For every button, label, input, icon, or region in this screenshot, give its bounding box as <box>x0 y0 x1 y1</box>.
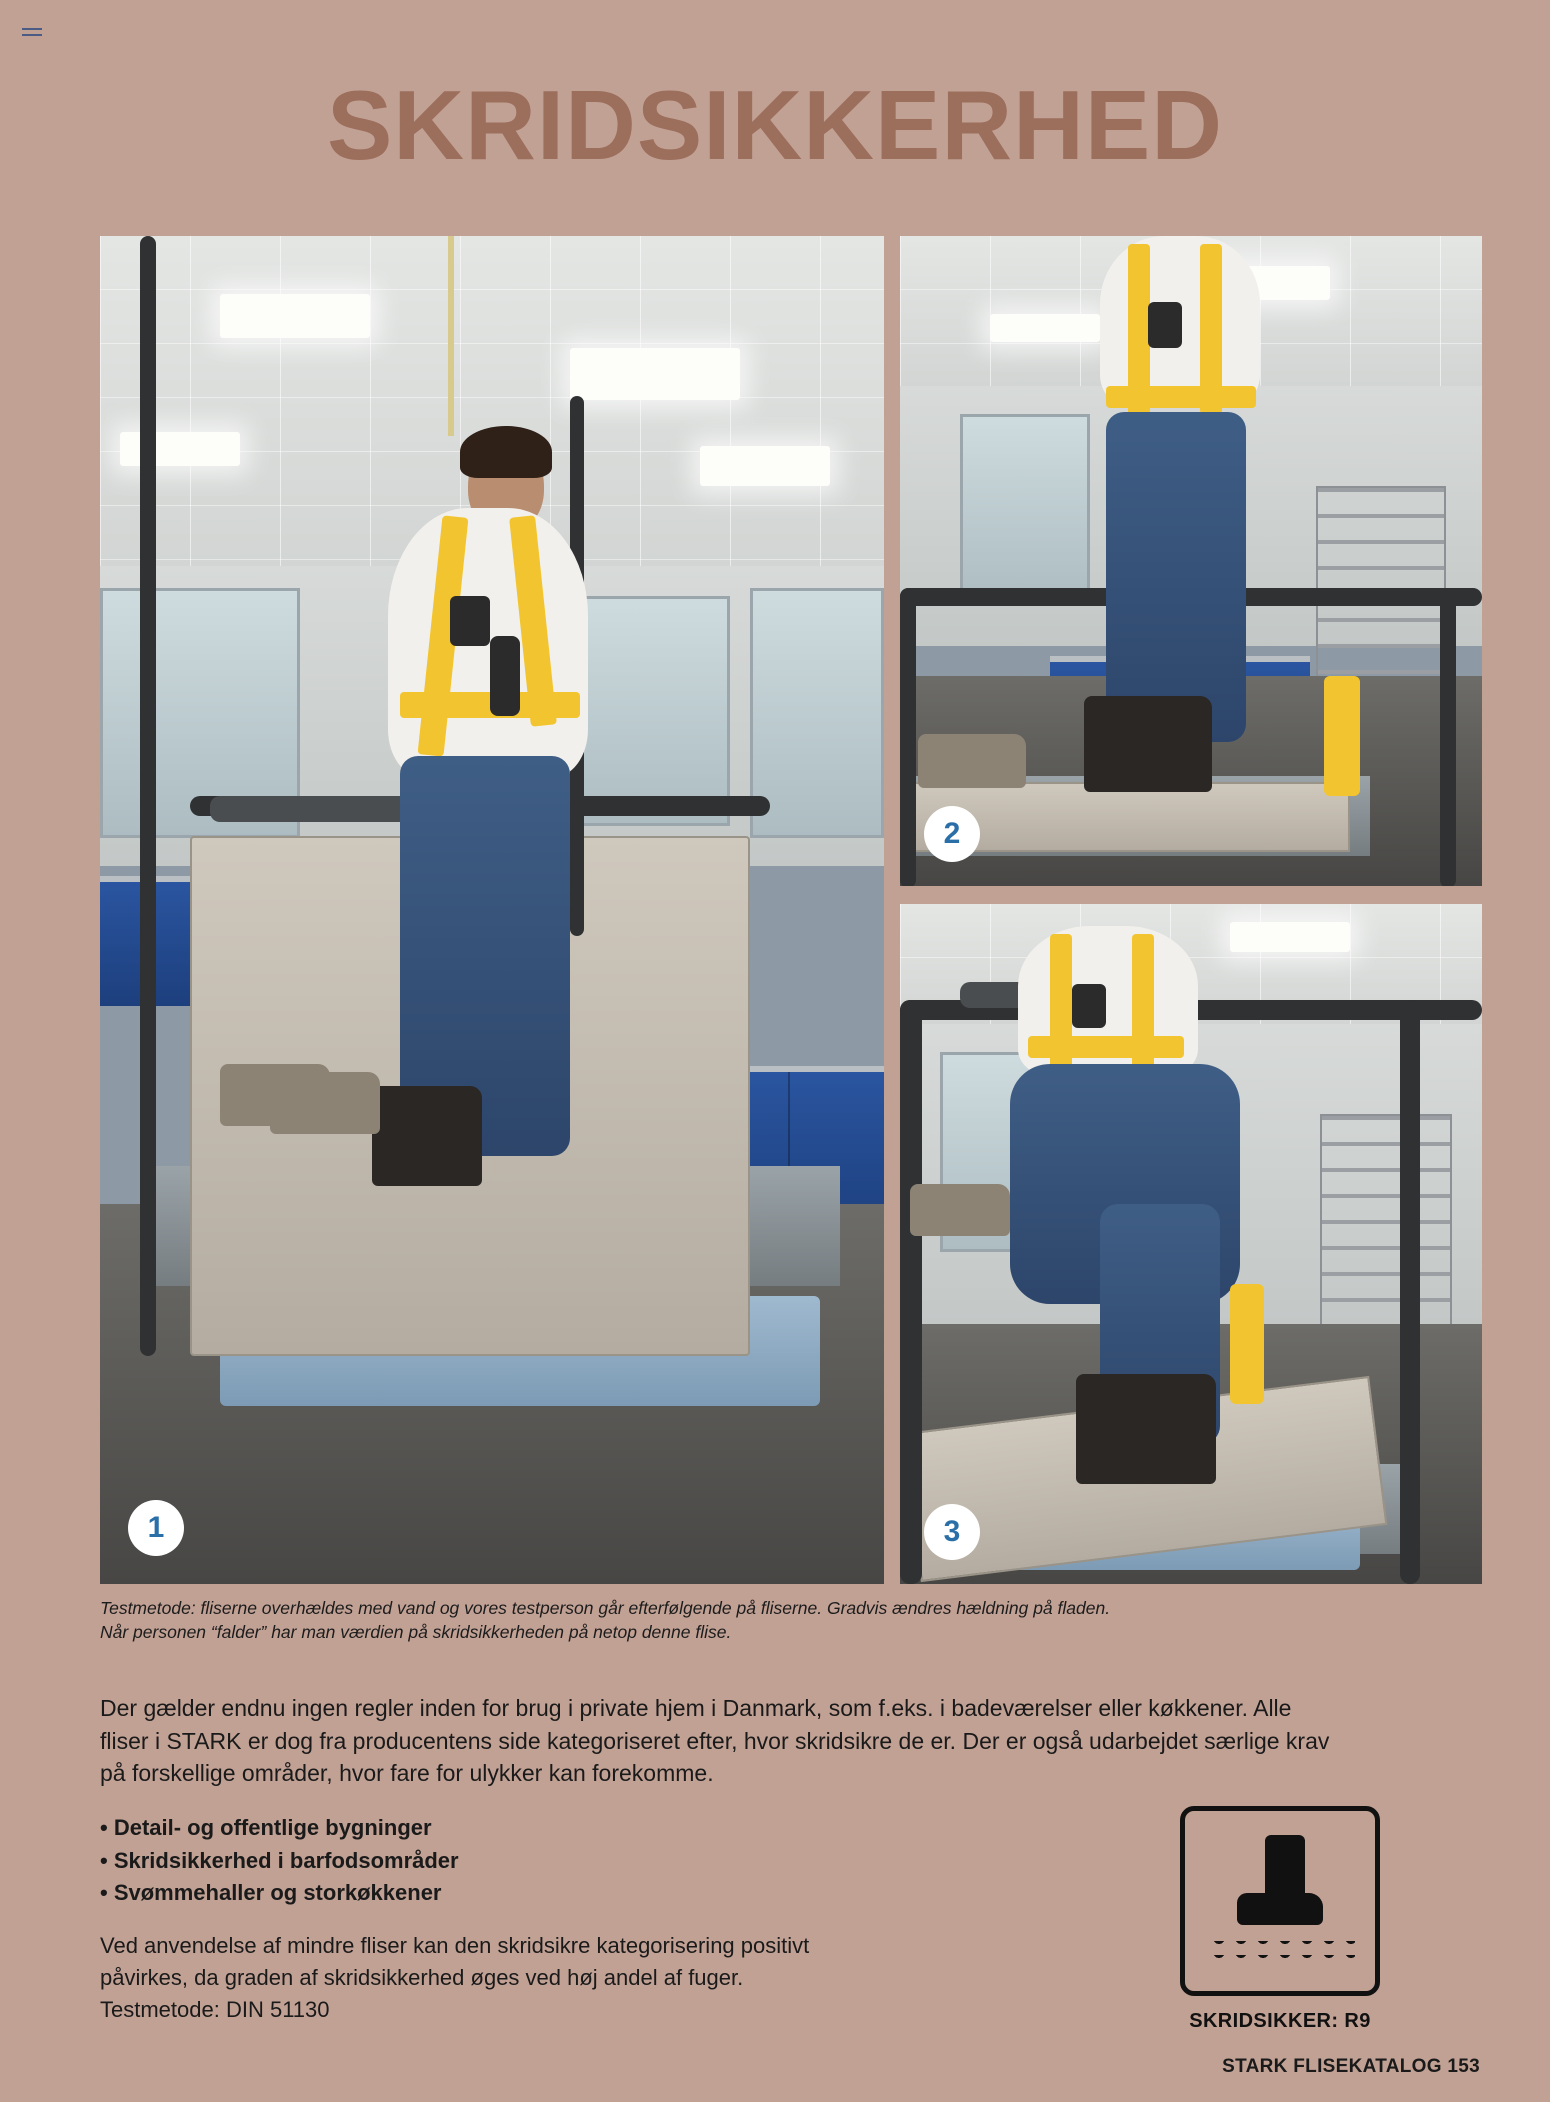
photo-grid <box>100 236 1482 1584</box>
list-item: • Svømmehaller og storkøkkener <box>100 1880 442 1906</box>
water-waves-icon <box>1209 1941 1355 1971</box>
closing-line-3: Testmetode: DIN 51130 <box>100 1996 330 2022</box>
method-caption <box>100 1596 1300 1644</box>
boot-on-water-icon <box>1237 1835 1323 1939</box>
requirements-list <box>100 1812 1000 1910</box>
closing-paragraph <box>100 1930 1100 2026</box>
photo-close-up-boots-on-inclined-tile-surface <box>900 236 1482 886</box>
photo-test-person-slipping-at-steep-angle <box>900 904 1482 1584</box>
photo-step-badge-1: 1 <box>128 1500 184 1556</box>
list-item: • Skridsikkerhed i barfodsområder <box>100 1847 459 1873</box>
page-footer: STARK FLISEKATALOG 153 <box>1222 2056 1480 2077</box>
list-item: • Detail- og offentlige bygninger <box>100 1815 432 1840</box>
slip-rating-badge <box>1180 1806 1380 1996</box>
page-title: SKRIDSIKKERHED <box>326 70 1224 180</box>
caption-line-2: Når personen “falder” har man værdien på skridsikkerheden på netop denne flise. <box>100 1622 732 1643</box>
corner-menu-icon <box>22 28 42 44</box>
photo-step-badge-3: 3 <box>924 1504 980 1560</box>
caption-line-1: Testmetode: fliserne overhældes med vand og vores testperson går efterfølgende på fliserne. Gradvis ændres hældning på fladen. <box>100 1598 1111 1618</box>
closing-line-1: Ved anvendelse af mindre fliser kan den skridsikre kategorisering positivt <box>100 1933 810 1958</box>
photo-step-badge-2: 2 <box>924 806 980 862</box>
slip-rating-label: SKRIDSIKKER: R9 <box>1189 2010 1371 2032</box>
body-paragraph: Der gælder endnu ingen regler inden for brug i private hjem i Danmark, som f.eks. i badeværelser eller køkkener. Alle fliser i STARK er dog fra producentens side kategoriseret efter, hvor skridsikre de er. Der er også udarbejdet særlige krav på forskellige områder, hvor fare for ulykker kan forekomme. <box>100 1695 1330 1787</box>
photo-test-person-walking-on-wet-tiles <box>100 236 884 1584</box>
closing-line-2: påvirkes, da graden af skridsikkerhed øges ved høj andel af fuger. <box>100 1964 744 1990</box>
